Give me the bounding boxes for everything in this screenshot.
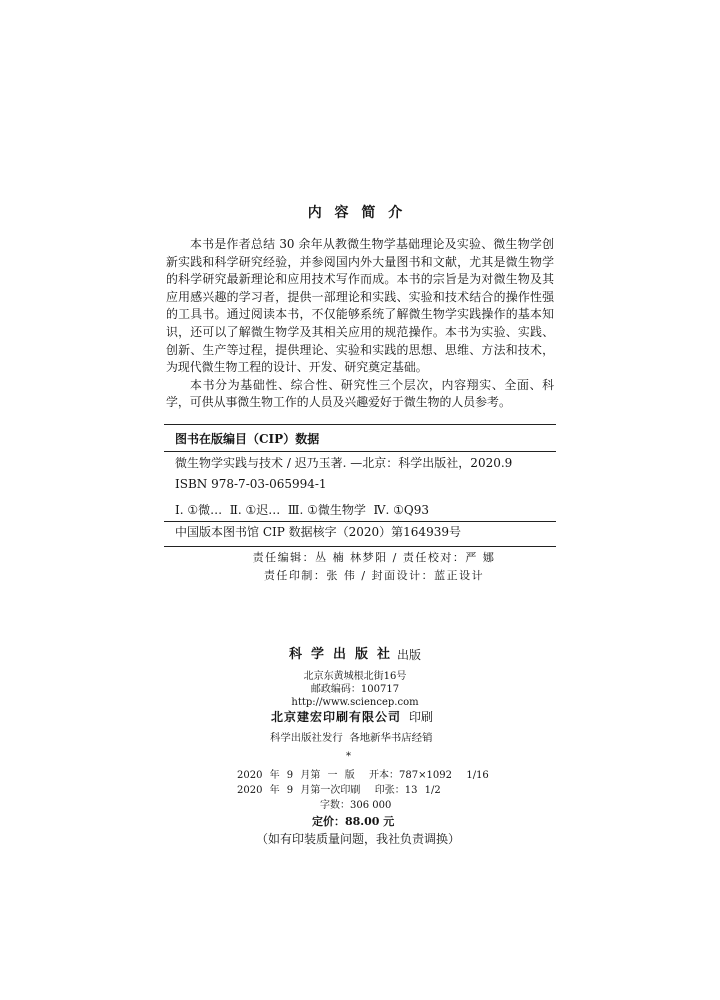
credits-production: 责任印制：张 伟 / 封面设计：蓝正设计 [263,569,485,582]
printing-line: 2020 年 9 月第一次印刷 印张：13 1/2 [237,785,441,796]
price: 定价：88.00 元 [312,815,395,828]
intro-line: 本书是作者总结 30 余年从教微生物学基础理论及实验、微生物学创 [190,237,554,251]
intro-line: 创新、生产等过程，提供理论、实验和实践的思想、思维、方法和技术， [166,342,554,357]
intro-title: 内 容 简 介 [307,205,407,221]
separator-star: * [346,751,351,762]
intro-line: 应用感兴趣的学习者，提供一部理论和实践、实验和技术结合的操作性强 [166,289,554,304]
cip-middle-rule [164,521,556,522]
publisher-website: http://www.sciencep.com [291,697,419,708]
cip-bottom-rule [164,546,556,547]
cip-isbn: ISBN 978-7-03-065994-1 [175,477,327,491]
intro-text [166,236,554,412]
word-count: 字数：306 000 [320,800,392,811]
cip-classification: Ⅰ. ①微… Ⅱ. ①迟… Ⅲ. ①微生物学 Ⅳ. ①Q93 [175,503,429,517]
publisher-postcode: 邮政编码：100717 [310,684,400,695]
printer-name: 北京建宏印刷有限公司 [271,710,402,724]
credits-editors: 责任编辑：丛 楠 林梦阳 / 责任校对：严 娜 [252,551,496,564]
cip-top-rule [164,424,556,425]
intro-line: 的科学研究最新理论和应用技术写作而成。本书的宗旨是为对微生物及其 [166,272,554,287]
intro-line: 识，还可以了解微生物学及其相关应用的规范操作。本书为实验、实践、 [166,324,554,339]
cip-heading: 图书在版编目（CIP）数据 [175,432,320,446]
publisher-address: 北京东黄城根北街16号 [303,671,407,682]
quality-notice: （如有印装质量问题，我社负责调换） [256,832,461,846]
cip-heading-rule [164,451,556,452]
intro-line: 的工具书。通过阅读本书，不仅能够系统了解微生物学实践操作的基本知 [166,307,554,322]
publisher-name: 科学出版社 [289,647,400,662]
printer-suffix: 印刷 [409,710,434,724]
cip-title-line: 微生物学实践与技术 / 迟乃玉著. —北京：科学出版社，2020.9 [175,456,513,470]
edition-line: 2020 年 9 月第 一 版 开本：787×1092 1/16 [237,770,489,781]
cip-record-number: 中国版本图书馆 CIP 数据核字（2020）第164939号 [175,525,461,539]
distribution-line: 科学出版社发行 各地新华书店经销 [270,732,433,744]
intro-line: 为现代微生物工程的设计、开发、研究奠定基础。 [166,360,428,375]
intro-line: 本书分为基础性、综合性、研究性三个层次，内容翔实、全面、科 [190,377,554,392]
intro-line: 学，可供从事微生物工作的人员及兴趣爱好于微生物的人员参考。 [166,395,511,410]
publisher-suffix: 出版 [397,648,422,662]
intro-line: 新实践和科学研究经验，并参阅国内外大量图书和文献，尤其是微生物学 [166,254,554,269]
